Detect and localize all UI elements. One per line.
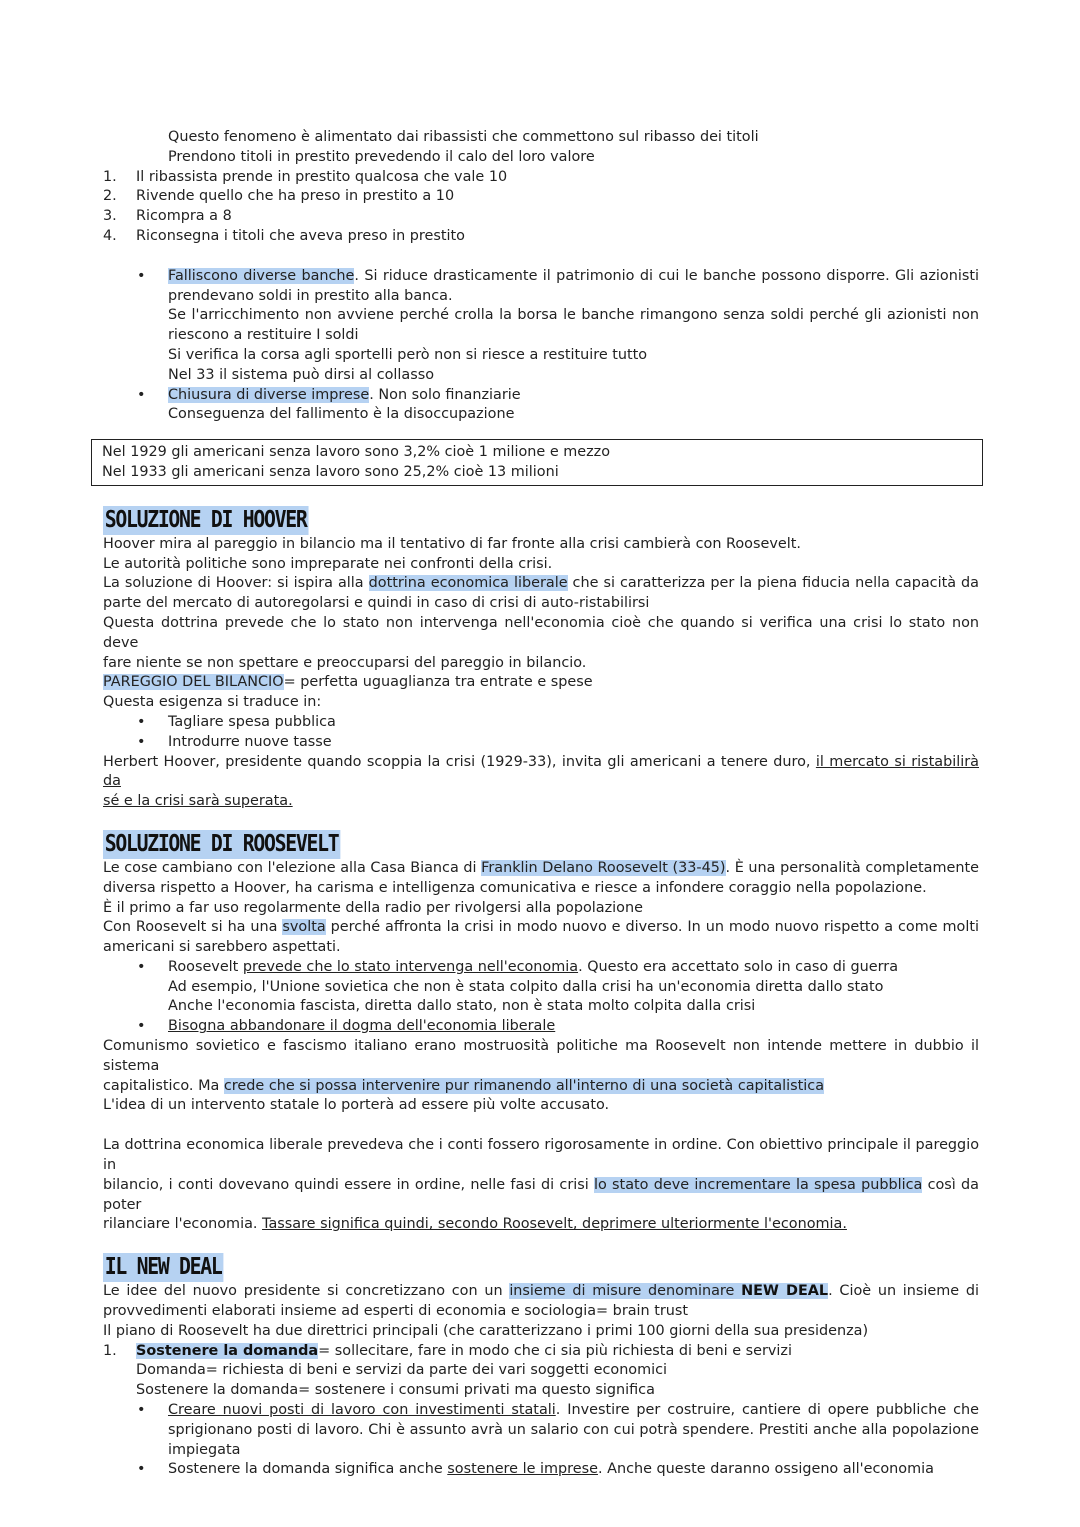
highlight: Franklin Delano Roosevelt (33-45) bbox=[481, 859, 726, 876]
bullet-icon: • bbox=[137, 386, 146, 403]
text-line: La dottrina economica liberale prevedeva che i conti fossero rigorosamente in ordine. Con obiettivo principale il pareggio in bbox=[103, 1137, 979, 1174]
underlined-text: Creare nuovi posti di lavoro con investimenti statali bbox=[168, 1402, 556, 1419]
text-line: Sostenere la domanda= sostenere i consumi privati ma questo significa bbox=[136, 1382, 655, 1399]
underlined-text: il mercato si ristabilirà da bbox=[103, 753, 979, 790]
bullet-icon: • bbox=[137, 958, 146, 975]
section-heading-roosevelt: SOLUZIONE DI ROOSEVELT bbox=[104, 830, 339, 857]
intro-line: Prendono titoli in prestito prevedendo il calo del loro valore bbox=[168, 148, 595, 165]
underlined-text: Tassare significa quindi, secondo Roosevelt, deprimere ulteriormente l'economia. bbox=[262, 1216, 847, 1233]
list-item: 2. Rivende quello che ha preso in prestito a 10 bbox=[103, 188, 455, 205]
highlight: svolta bbox=[282, 919, 326, 936]
text-line: prendevano soldi in prestito alla banca. bbox=[168, 287, 453, 304]
text-line: bilancio, i conti dovevano quindi essere in ordine, nelle fasi di crisi lo stato deve incrementare la spesa pubblica così da poter bbox=[103, 1176, 979, 1213]
bullet-item: • Sostenere la domanda significa anche sostenere le imprese. Anche queste daranno ossigeno all'economia bbox=[103, 1460, 979, 1480]
text-line: sprigionano posti di lavoro. Chi è assunto avrà un salario con cui potrà spendere. Prestiti anche alla popolazione bbox=[168, 1421, 979, 1438]
text-line: Questa dottrina prevede che lo stato non intervenga nell'economia cioè che quando si verifica una crisi lo stato non deve bbox=[103, 614, 979, 651]
text-line: Nel 33 il sistema può dirsi al collasso bbox=[168, 366, 435, 383]
text-line: diversa rispetto a Hoover, ha carisma e intelligenza comunicativa e riesce a infondere coraggio nella popolazione. bbox=[103, 879, 927, 896]
highlight: insieme di misure denominare NEW DEAL bbox=[509, 1283, 829, 1300]
bullet-item: • Roosevelt prevede che lo stato intervenga nell'economia. Questo era accettato solo in caso di guerra bbox=[103, 958, 979, 978]
highlight: crede che si possa intervenire pur rimanendo all'interno di una società capitalistica bbox=[223, 1077, 825, 1094]
underlined-text: sostenere le imprese bbox=[447, 1461, 598, 1478]
bullet-item bbox=[103, 1017, 979, 1037]
bullet-icon: • bbox=[137, 1402, 146, 1419]
text-line: Hoover mira al pareggio in bilancio ma il tentativo di far fronte alla crisi cambierà con Roosevelt. bbox=[103, 535, 801, 552]
text-line: parte del mercato di autoregolarsi e quindi in caso di crisi di auto-ristabilirsi bbox=[103, 595, 650, 612]
highlight: Chiusura di diverse imprese bbox=[168, 386, 370, 403]
list-item: 3. Ricompra a 8 bbox=[103, 208, 232, 225]
intro-line: Questo fenomeno è alimentato dai ribassisti che commettono sul ribasso dei titoli bbox=[168, 129, 759, 145]
text-line: Il piano di Roosevelt ha due direttrici principali (che caratterizzano i primi 100 giorni della sua presidenza) bbox=[103, 1322, 869, 1339]
text-line: Le cose cambiano con l'elezione alla Casa Bianca di Franklin Delano Roosevelt (33-45). È una personalità completamente bbox=[103, 859, 979, 876]
bullet-item: • Introdurre nuove tasse bbox=[103, 733, 979, 753]
text-line: Comunismo sovietico e fascismo italiano erano mostruosità politiche ma Roosevelt non intende mettere in dubbio il sistema bbox=[103, 1038, 979, 1074]
bullet-icon: • bbox=[137, 713, 146, 730]
text-line: È il primo a far uso regolarmente della radio per rivolgersi alla popolazione bbox=[103, 899, 643, 916]
text-line: Se l'arricchimento non avviene perché crolla la borsa le banche rimangono senza soldi perché gli azionisti non bbox=[168, 307, 979, 324]
text-line: americani si sarebbero aspettati. bbox=[103, 939, 341, 956]
bullet-icon: • bbox=[137, 267, 146, 284]
text-line: impiegata bbox=[168, 1441, 241, 1458]
text-line: La soluzione di Hoover: si ispira alla dottrina economica liberale che si caratterizza per la piena fiducia nella capacità da bbox=[103, 575, 980, 592]
bullet-icon: • bbox=[137, 1018, 146, 1035]
text-line: Le autorità politiche sono impreparate nei confronti della crisi. bbox=[103, 555, 553, 572]
text-line: Con Roosevelt si ha una svolta perché affronta la crisi in modo nuovo e diverso. In un modo nuovo rispetto a come molti bbox=[103, 919, 979, 936]
text-line: Ad esempio, l'Unione sovietica che non è stata colpito dalla crisi ha un'economia diretta dallo stato bbox=[168, 978, 884, 995]
highlight: Falliscono diverse banche bbox=[168, 267, 355, 284]
text-line: L'idea di un intervento statale lo porterà ad essere più volte accusato. bbox=[103, 1097, 610, 1114]
underlined-text: Bisogna abbandonare il dogma dell'economia liberale bbox=[168, 1018, 556, 1035]
underlined-text: sé e la crisi sarà superata. bbox=[103, 793, 293, 810]
list-item: 4. Riconsegna i titoli che aveva preso in prestito bbox=[103, 227, 465, 244]
bullet-item: • Falliscono diverse banche. Si riduce drasticamente il patrimonio di cui le banche possono disporre. Gli azionisti bbox=[103, 267, 979, 287]
statistics-box bbox=[91, 439, 983, 486]
bullet-item: • Chiusura di diverse imprese. Non solo finanziarie bbox=[103, 386, 979, 406]
text-line: capitalistico. Ma crede che si possa intervenire pur rimanendo all'interno di una società capitalistica bbox=[103, 1077, 825, 1094]
text-line: Conseguenza del fallimento è la disoccupazione bbox=[168, 406, 515, 423]
highlight: Sostenere la domanda bbox=[136, 1342, 319, 1359]
box-line: Nel 1929 gli americani senza lavoro sono 3,2% cioè 1 milione e mezzo bbox=[102, 444, 611, 461]
highlight: PAREGGIO DEL BILANCIO bbox=[103, 674, 284, 691]
text-line: Domanda= richiesta di beni e servizi da parte dei vari soggetti economici bbox=[136, 1362, 668, 1379]
text-line: riescono a restituire I soldi bbox=[168, 327, 359, 344]
section-heading-hoover: SOLUZIONE DI HOOVER bbox=[104, 506, 307, 533]
text-line bbox=[103, 792, 979, 812]
document-page bbox=[103, 128, 979, 1480]
bullet-icon: • bbox=[137, 733, 146, 750]
text-line: provvedimenti elaborati insieme ad esperti di economia e sociologia= brain trust bbox=[103, 1303, 689, 1320]
list-item: 1. Sostenere la domanda= sollecitare, fare in modo che ci sia più richiesta di beni e servizi bbox=[103, 1342, 792, 1359]
text-line: Si verifica la corsa agli sportelli però non si riesce a restituire tutto bbox=[168, 346, 648, 363]
box-line: Nel 1933 gli americani senza lavoro sono 25,2% cioè 13 milioni bbox=[102, 463, 559, 480]
bullet-icon: • bbox=[137, 1461, 146, 1478]
list-item: 1. Il ribassista prende in prestito qualcosa che vale 10 bbox=[103, 168, 508, 185]
text-line: Questa esigenza si traduce in: bbox=[103, 694, 322, 711]
highlight: lo stato deve incrementare la spesa pubblica bbox=[594, 1176, 923, 1193]
text-line: Herbert Hoover, presidente quando scoppia la crisi (1929-33), invita gli americani a tenere duro, il mercato si ristabilirà da bbox=[103, 753, 979, 790]
highlight: dottrina economica liberale bbox=[368, 575, 568, 592]
bullet-item: • Creare nuovi posti di lavoro con investimenti statali. Investire per costruire, cantiere di opere pubbliche che bbox=[103, 1401, 979, 1421]
underlined-text: prevede che lo stato intervenga nell'economia bbox=[242, 958, 579, 975]
text-line: PAREGGIO DEL BILANCIO= perfetta uguaglianza tra entrate e spese bbox=[103, 674, 593, 691]
text-line: fare niente se non spettare e preoccuparsi del pareggio in bilancio. bbox=[103, 654, 587, 671]
text-line: Anche l'economia fascista, diretta dallo stato, non è stata molto colpita dalla crisi bbox=[168, 998, 756, 1015]
text-line: rilanciare l'economia. Tassare significa quindi, secondo Roosevelt, deprimere ulteriormente l'economia. bbox=[103, 1216, 847, 1233]
section-heading-new-deal: IL NEW DEAL bbox=[104, 1254, 222, 1281]
text-line: Le idee del nuovo presidente si concretizzano con un insieme di misure denominare NEW DEAL. Cioè un insieme di bbox=[103, 1283, 980, 1300]
bullet-item: • Tagliare spesa pubblica bbox=[103, 713, 979, 733]
